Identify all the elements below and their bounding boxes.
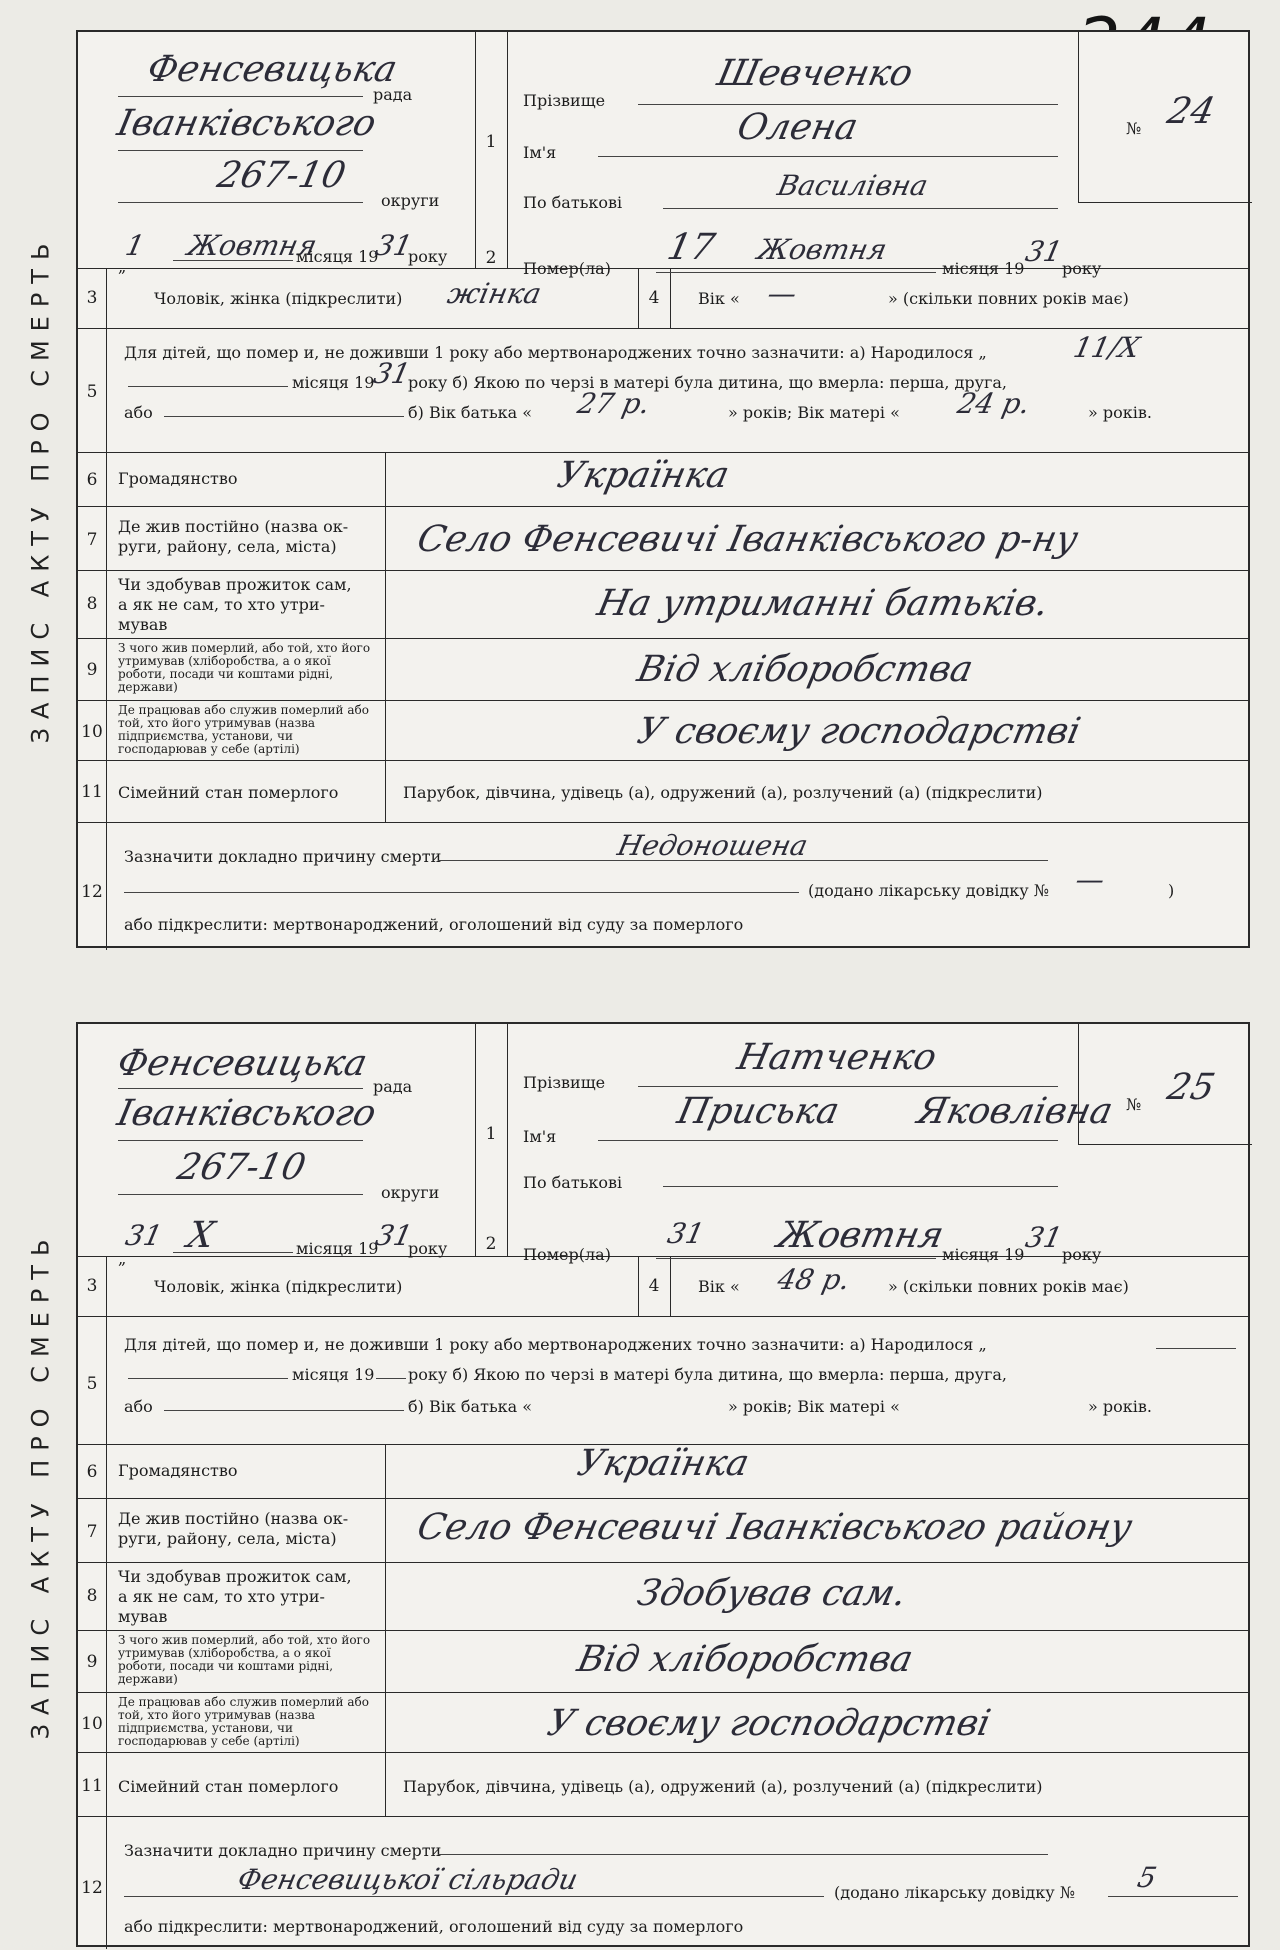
record-number-label: № <box>1126 119 1142 138</box>
rada-label: рада <box>373 85 413 104</box>
born-value: 11/X <box>1070 331 1143 364</box>
livelihood-value: На утриманні батьків. <box>593 583 1053 624</box>
livelihood-value: Здобував сам. <box>633 1573 910 1614</box>
certificate-value: 5 <box>1134 1861 1160 1894</box>
record-number: 25 <box>1163 1067 1219 1108</box>
record-form: Фенсевицька рада Іванківського 267-10 округи „ 1 Жовтня місяця 19 31 року 1 2 Прізвище Шевченко Ім'я Олена По батькові Василівна Помер(ла) 17 Жовтня місяця 19 31 року № 24 3 Чоловік, жінка (підкреслити) жінка 4 Вік « — » (скільки повних років має) 5 Для дітей, що помер и, не доживши 1 року або мертвонароджених точно зазначити: а) Народилося „ 11/X місяця 19 31 року б) Якою по черзі в матері була дитина, що вмерла: перша, друга, або б) Вік батька « 27 р. » років; Вік матері « 24 р. » років. 6 Громадянство Українка 7 Де жив постійно (назва ок- руги, району, села, міста) Село Фенсевичі Іванківського р-ну 8 Чи здобував прожиток сам, а як не сам, то хто утри- мував На утриманні батьків. 9 З чого жив померлий, або той, хто його утримував (хліборобства, а о якої роботи, посади чи коштами рідні, держави) Від хліборобства 10 Де працював або служив померлий або той, хто його утримував (назва підприємства, установи, чи господарював у себе (артілі) У своєму господарстві 11 Сімейний стан померлого Парубок, дівчина, удівець (а), одружений (а), розлучений (а) (підкреслити) 12 Зазначити докладно причину смерти Недоношена (додано лікарську довідку № — ) або підкреслити: мертвонароджений, оголошений від суду за померлого <box>76 30 1250 948</box>
death-day-value: 17 <box>663 227 719 268</box>
cause-value: Фенсевицької сільради <box>234 1863 581 1896</box>
stillborn-note: або підкреслити: мертвонароджений, оголошений від суду за померлого <box>124 915 744 934</box>
reg-day-value: 31 <box>122 1219 166 1252</box>
reg-month-label: місяця 19 <box>296 247 379 266</box>
side-title: ЗАПИС АКТУ ПРО СМЕРТЬ <box>26 1230 55 1739</box>
age-label: Вік « <box>698 289 740 308</box>
rayon-value: Іванківського <box>113 103 380 144</box>
means-value: Від хліборобства <box>573 1639 917 1680</box>
surname-value: Натченко <box>733 1037 941 1078</box>
reg-year-value: 31 <box>372 229 416 262</box>
citizenship-value: Українка <box>553 455 733 496</box>
okruha-value: 267-10 <box>213 155 350 196</box>
cause-value: Недоношена <box>614 829 811 862</box>
rada-value: Фенсевицька <box>143 49 401 90</box>
residence-value: Село Фенсевичі Іванківського р-ну <box>413 519 1082 560</box>
patronymic-value: Яковлівна <box>913 1091 1117 1132</box>
side-title: ЗАПИС АКТУ ПРО СМЕРТЬ <box>26 234 55 744</box>
cause-label: Зазначити докладно причину смерти <box>124 847 442 866</box>
record-number: 24 <box>1163 91 1219 132</box>
surname-value: Шевченко <box>713 53 917 94</box>
death-year-value: 31 <box>1022 235 1066 268</box>
patronymic-value: Василівна <box>774 169 931 202</box>
okruha-label: округи <box>381 191 440 210</box>
name-label: Ім'я <box>523 143 557 162</box>
workplace-value: У своєму господарстві <box>543 1703 995 1744</box>
name-value: Приська <box>673 1091 843 1132</box>
death-month-value: Жовтня <box>754 233 890 266</box>
mother-age-value: 24 р. <box>954 387 1033 420</box>
certificate-value: — <box>1072 863 1108 896</box>
marital-label: Сімейний стан померлого <box>118 783 339 802</box>
father-age-value: 27 р. <box>574 387 653 420</box>
reg-day-value: 1 <box>122 229 148 262</box>
born-year-value: 31 <box>370 357 414 390</box>
rada-value: Фенсевицька <box>113 1043 371 1084</box>
children-line-1: Для дітей, що помер и, не доживши 1 року або мертвонароджених точно зазначити: а) Народилося „ <box>124 343 987 362</box>
rayon-value: Іванківського <box>113 1093 380 1134</box>
sex-label: Чоловік, жінка (підкреслити) <box>154 289 403 308</box>
okruha-value: 267-10 <box>173 1147 310 1188</box>
reg-month-value: Жовтня <box>184 229 320 262</box>
residence-value: Село Фенсевичі Іванківського району <box>413 1507 1136 1548</box>
reg-year-value: 31 <box>372 1219 416 1252</box>
marital-options: Парубок, дівчина, удівець (а), одружений (а), розлучений (а) (підкреслити) <box>403 783 1043 802</box>
name-value: Олена <box>733 107 862 148</box>
sex-value: жінка <box>444 277 545 310</box>
reg-year-label: року <box>408 247 448 266</box>
means-value: Від хліборобства <box>633 649 977 690</box>
age-value: — <box>764 277 800 310</box>
death-record-2 <box>10 1022 1250 1947</box>
surname-label: Прізвище <box>523 91 606 110</box>
reg-month-value: Х <box>183 1215 219 1256</box>
workplace-value: У своєму господарстві <box>633 711 1085 752</box>
death-day-value: 31 <box>664 1217 708 1250</box>
citizenship-value: Українка <box>573 1443 753 1484</box>
citizenship-label: Громадянство <box>118 469 238 488</box>
death-record-1 <box>10 30 1250 948</box>
age-value: 48 р. <box>774 1263 853 1296</box>
patronymic-label: По батькові <box>523 193 623 212</box>
record-form: Фенсевицька рада Іванківського 267-10 округи „ 31 Х місяця 19 31 року 1 2 Прізвище Натченко Ім'я Приська Яковлівна По батькові Помер(ла) 31 Жовтня місяця 19 31 року № 25 3 Чоловік, жінка (підкреслити) 4 Вік « 48 р. » (скільки повних років має) 5 Для дітей, що помер и, не доживши 1 року або мертвонароджених точно зазначити: а) Народилося „ місяця 19 року б) Якою по черзі в матері була дитина, що вмерла: перша, друга, або б) Вік батька « » років; Вік матері « » років. 6 Громадянство Українка 7 Де жив постійно (назва ок- руги, району, села, міста) Село Фенсевичі Іванківського району 8 Чи здобував прожиток сам, а як не сам, то хто утри- мував Здобував сам. 9 З чого жив померлий, або той, хто його утримував (хліборобства, а о якої роботи, посади чи коштами рідні, держави) Від хліборобства 10 Де працював або служив померлий або той, хто його утримував (назва підприємства, установи, чи господарював у себе (артілі) У своєму господарстві 11 Сімейний стан померлого Парубок, дівчина, удівець (а), одружений (а), розлучений (а) (підкреслити) 12 Зазначити докладно причину смерти Фенсевицької сільради (додано лікарську довідку № 5 або підкреслити: мертвонароджений, оголошений від суду за померлого <box>76 1022 1250 1947</box>
death-label: Помер(ла) <box>523 259 611 278</box>
death-year-value: 31 <box>1022 1221 1066 1254</box>
death-month-value: Жовтня <box>773 1215 948 1256</box>
